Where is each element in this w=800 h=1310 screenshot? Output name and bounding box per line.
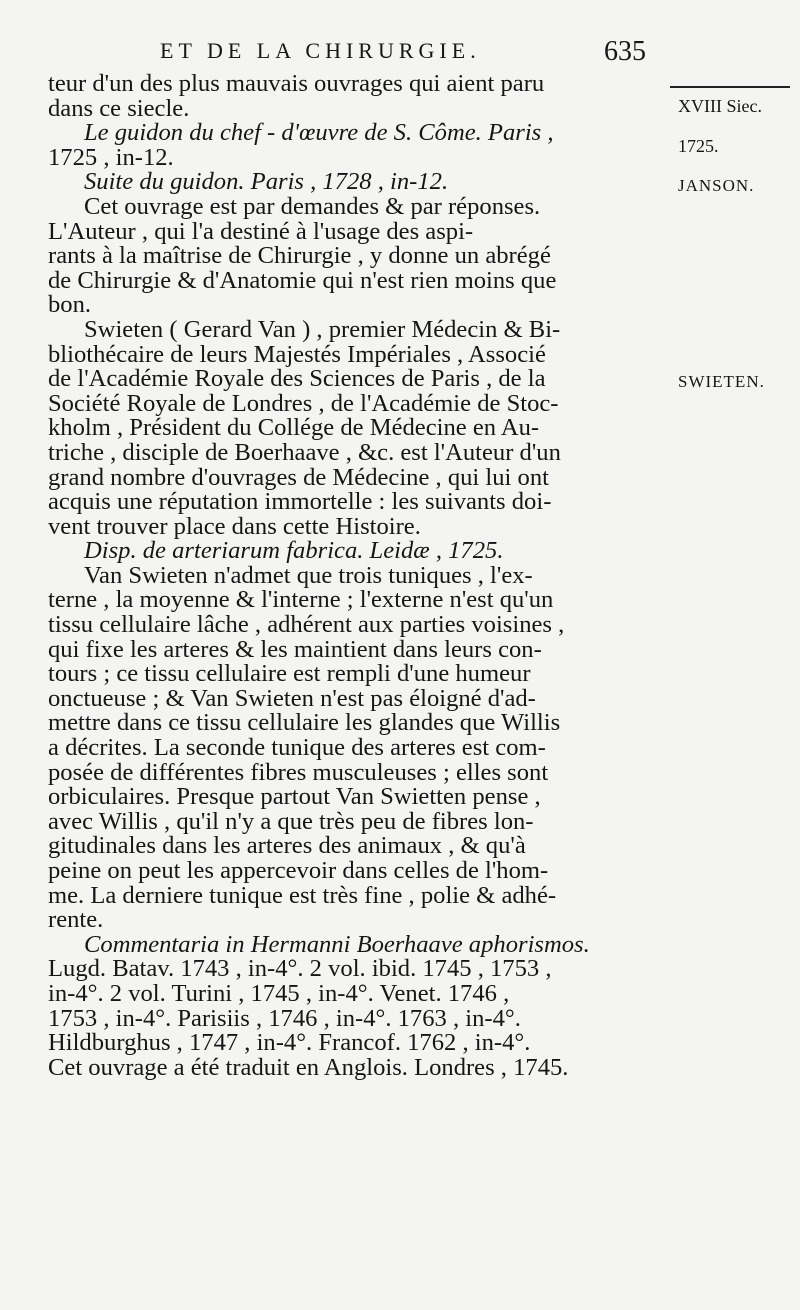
text-line: de l'Académie Royale des Sciences de Paris , de la: [48, 365, 546, 393]
text-line: triche , disciple de Boerhaave , &c. est l'Auteur d'un: [48, 438, 561, 466]
text-line: acquis une réputation immortelle : les suivants doi-: [48, 488, 552, 516]
text-line: grand nombre d'ouvrages de Médecine , qui lui ont: [48, 463, 549, 491]
running-head: ET DE LA CHIRURGIE.: [160, 38, 481, 63]
text-line: mettre dans ce tissu cellulaire les glandes que Willis: [48, 709, 561, 737]
text-line: 1725 , in-12.: [48, 143, 174, 171]
text-line: qui fixe les arteres & les maintient dans leurs con-: [48, 635, 542, 663]
text-line: bon.: [48, 291, 92, 319]
text-line: Lugd. Batav. 1743 , in-4°. 2 vol. ibid. 1745 , 1753 ,: [48, 955, 552, 983]
text-line: me. La derniere tunique est très fine , polie & adhé-: [48, 881, 557, 909]
page-number: 635: [604, 36, 646, 67]
margin-note-year: 1725.: [678, 136, 719, 156]
margin-note-swieten: SWIETEN.: [678, 372, 765, 391]
text-line: de Chirurgie & d'Anatomie qui n'est rien moins que: [48, 266, 557, 294]
text-line: in-4°. 2 vol. Turini , 1745 , in-4°. Venet. 1746 ,: [48, 979, 510, 1007]
text-line: tissu cellulaire lâche , adhérent aux parties voisines ,: [48, 611, 565, 639]
text-line: L'Auteur , qui l'a destiné à l'usage des aspi-: [48, 217, 474, 245]
text-line: teur d'un des plus mauvais ouvrages qui aient paru: [48, 70, 545, 97]
text-line: kholm , Président du Collége de Médecine en Au-: [48, 414, 540, 442]
text-line: Commentaria in Hermanni Boerhaave aphorismos.: [84, 930, 590, 958]
margin-note-century: XVIII Siec.: [678, 96, 762, 116]
text-line: posée de différentes fibres musculeuses ; elles sont: [48, 758, 549, 786]
text-line: Van Swieten n'admet que trois tuniques , l'ex-: [84, 561, 533, 589]
text-line: Swieten ( Gerard Van ) , premier Médecin & Bi-: [84, 315, 561, 343]
text-line: rente.: [48, 906, 104, 934]
text-line: Cet ouvrage a été traduit en Anglois. Londres , 1745.: [48, 1053, 569, 1081]
text-line: Société Royale de Londres , de l'Académie de Stoc-: [48, 389, 559, 417]
text-line: bliothécaire de leurs Majestés Impériales , Associé: [48, 340, 546, 368]
margin-note-janson: JANSON.: [678, 176, 755, 195]
text-line: gitudinales dans les arteres des animaux , & qu'à: [48, 832, 526, 860]
text-line: Cet ouvrage est par demandes & par réponses.: [84, 192, 541, 220]
text-line: Disp. de arteriarum fabrica. Leidæ , 1725.: [84, 537, 504, 565]
text-line: avec Willis , qu'il n'y a que très peu de fibres lon-: [48, 807, 534, 835]
text-line: dans ce siecle.: [48, 94, 190, 122]
text-line: a décrites. La seconde tunique des arteres est com-: [48, 734, 546, 762]
text-line: orbiculaires. Presque partout Van Swietten pense ,: [48, 783, 541, 811]
text-line: rants à la maîtrise de Chirurgie , y donne un abrégé: [48, 242, 551, 270]
text-line: Le guidon du chef - d'œuvre de S. Côme. Paris ,: [84, 119, 554, 147]
text-line: 1753 , in-4°. Parisiis , 1746 , in-4°. 1763 , in-4°.: [48, 1004, 521, 1032]
text-line: tours ; ce tissu cellulaire est rempli d'une humeur: [48, 660, 531, 688]
text-line: Hildburghus , 1747 , in-4°. Francof. 1762 , in-4°.: [48, 1029, 531, 1057]
text-line: vent trouver place dans cette Histoire.: [48, 512, 421, 540]
text-line: terne , la moyenne & l'interne ; l'externe n'est qu'un: [48, 586, 554, 614]
text-line: Suite du guidon. Paris , 1728 , in-12.: [84, 168, 449, 196]
body-text: [48, 72, 668, 1080]
text-line: peine on peut les appercevoir dans celles de l'hom-: [48, 857, 549, 884]
text-line: onctueuse ; & Van Swieten n'est pas éloigné d'ad-: [48, 684, 536, 712]
margin-rule: [670, 86, 790, 88]
